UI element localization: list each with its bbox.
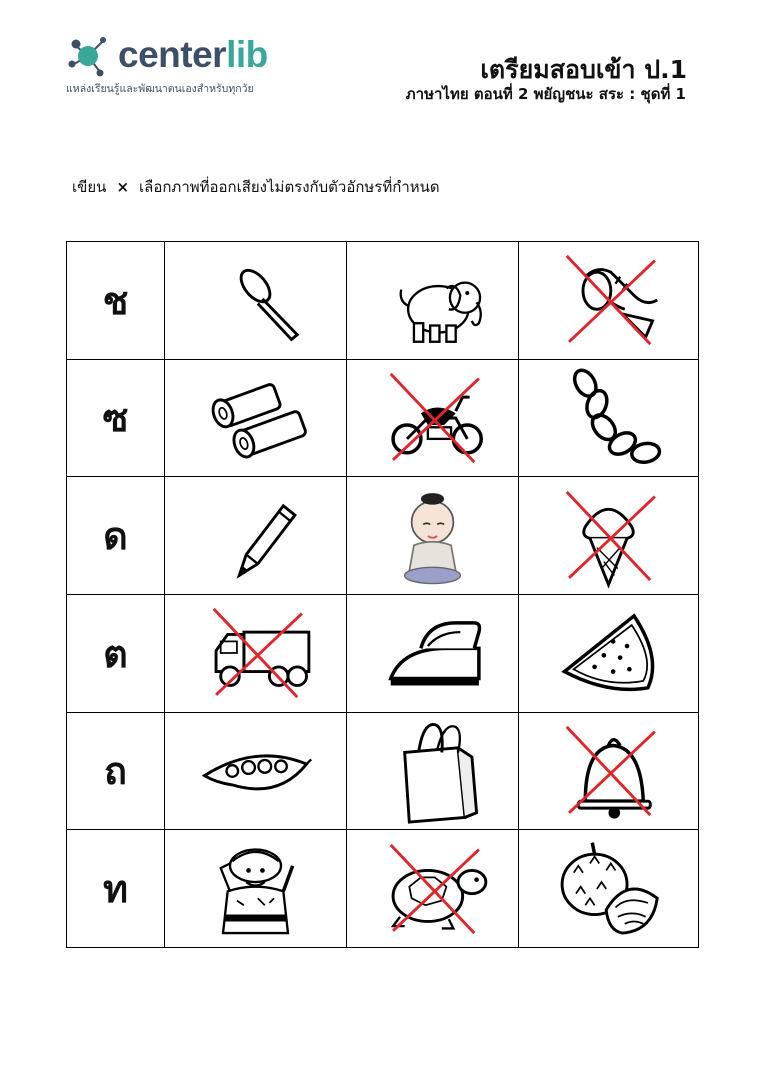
picture-cell[interactable] bbox=[165, 242, 347, 360]
consonant-letter: ถ bbox=[103, 748, 127, 794]
letter-cell bbox=[67, 712, 165, 830]
letter-cell bbox=[67, 830, 165, 948]
consonant-letter: ซ bbox=[102, 395, 129, 441]
page-title: เตรียมสอบเข้า ป.1 bbox=[480, 55, 687, 84]
elephant-icon bbox=[347, 242, 518, 358]
spoon-icon bbox=[165, 242, 346, 358]
pea-pod-icon bbox=[165, 713, 346, 829]
picture-cell[interactable] bbox=[347, 242, 519, 360]
iron-icon bbox=[347, 595, 518, 711]
picture-cell[interactable] bbox=[165, 359, 347, 477]
brand-name: centerlib bbox=[118, 34, 268, 75]
turtle-icon bbox=[347, 831, 518, 947]
picture-cell[interactable] bbox=[347, 359, 519, 477]
truck-icon bbox=[165, 595, 346, 711]
bell-icon bbox=[519, 713, 698, 829]
durian-icon bbox=[519, 831, 698, 947]
soldier-icon bbox=[165, 831, 346, 947]
consonant-letter: ช bbox=[102, 277, 129, 323]
motorcycle-icon bbox=[347, 360, 518, 476]
picture-cell[interactable] bbox=[519, 477, 699, 595]
consonant-letter: ท bbox=[102, 866, 129, 912]
pencil-icon bbox=[165, 478, 346, 594]
picture-cell[interactable] bbox=[165, 594, 347, 712]
table-row bbox=[67, 594, 699, 712]
watermelon-icon bbox=[519, 595, 698, 711]
letter-cell bbox=[67, 359, 165, 477]
picture-cell[interactable] bbox=[347, 712, 519, 830]
ice-cream-icon bbox=[519, 478, 698, 594]
table-row bbox=[67, 477, 699, 595]
picture-cell[interactable] bbox=[347, 830, 519, 948]
instruction-prefix: เขียน bbox=[72, 178, 107, 196]
bag-icon bbox=[347, 713, 518, 829]
picture-cell[interactable] bbox=[519, 830, 699, 948]
exercise-table bbox=[66, 241, 699, 948]
page-subtitle: ภาษาไทย ตอนที่ 2 พยัญชนะ สระ : ชุดที่ 1 bbox=[405, 85, 686, 103]
logs-icon bbox=[165, 360, 346, 476]
letter-cell bbox=[67, 477, 165, 595]
picture-cell[interactable] bbox=[347, 594, 519, 712]
consonant-letter: ต bbox=[103, 630, 128, 676]
molecule-logo-icon bbox=[66, 32, 116, 78]
picture-cell[interactable] bbox=[165, 830, 347, 948]
trumpet-icon bbox=[519, 242, 698, 358]
picture-cell[interactable] bbox=[519, 712, 699, 830]
table-row bbox=[67, 712, 699, 830]
table-row bbox=[67, 359, 699, 477]
picture-cell[interactable] bbox=[519, 242, 699, 360]
logo bbox=[66, 32, 296, 102]
instruction bbox=[72, 175, 440, 199]
child-icon bbox=[347, 478, 518, 594]
picture-cell[interactable] bbox=[519, 594, 699, 712]
letter-cell bbox=[67, 242, 165, 360]
consonant-letter: ด bbox=[103, 513, 128, 559]
brand-tagline: แหล่งเรียนรู้และพัฒนาตนเองสำหรับทุกวัย bbox=[66, 83, 254, 95]
table-row bbox=[67, 830, 699, 948]
letter-cell bbox=[67, 594, 165, 712]
instruction-text: เลือกภาพที่ออกเสียงไม่ตรงกับตัวอักษรที่กำหนด bbox=[139, 178, 440, 196]
picture-cell[interactable] bbox=[165, 712, 347, 830]
picture-cell[interactable] bbox=[347, 477, 519, 595]
picture-cell[interactable] bbox=[519, 359, 699, 477]
instruction-mark: × bbox=[116, 178, 130, 196]
chain-icon bbox=[519, 360, 698, 476]
table-row bbox=[67, 242, 699, 360]
picture-cell[interactable] bbox=[165, 477, 347, 595]
